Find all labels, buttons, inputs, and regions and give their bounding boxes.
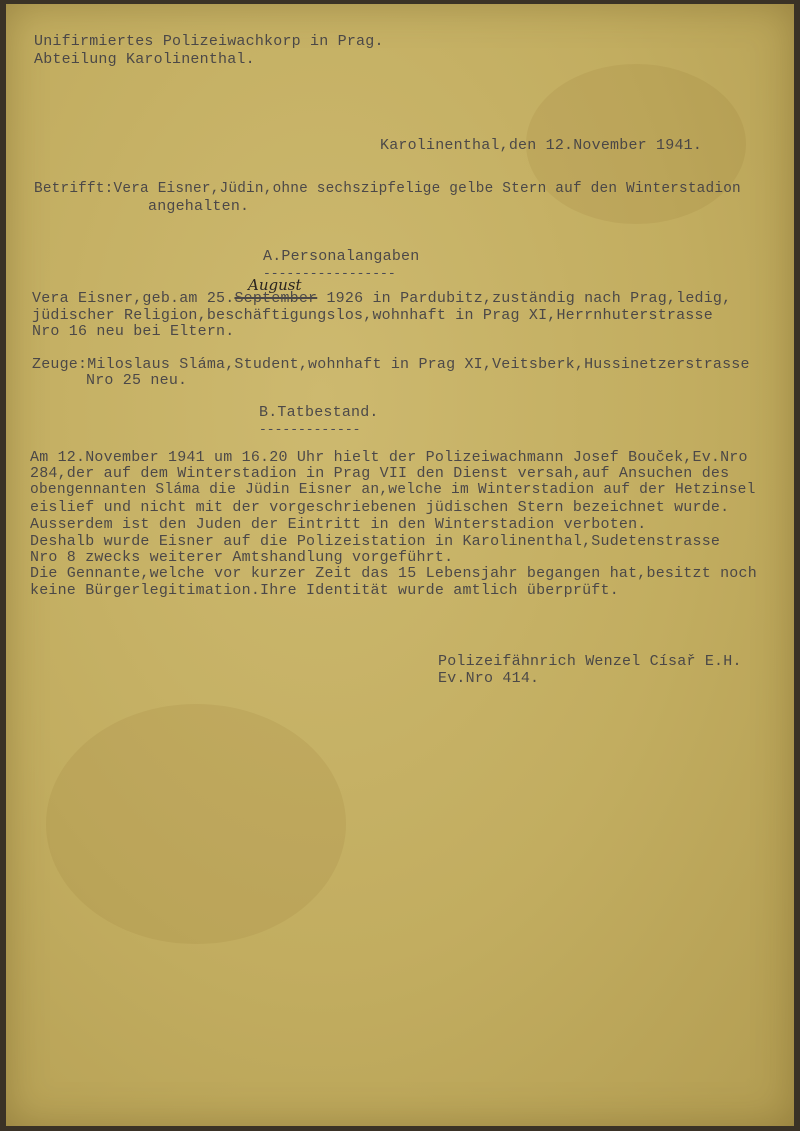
section-a-underline: ----------------- [263,266,396,281]
section-b-underline: ------------- [259,422,361,437]
facts-line: eislief und nicht mit der vorgeschriebenen jüdischen Stern bezeichnet wurde. [30,499,730,516]
facts-line: obengennanten Sláma die Jüdin Eisner an,welche im Winterstadion auf der Hetzinsel [30,482,756,498]
subject-line-2: angehalten. [148,198,250,215]
paper-stain [46,704,346,944]
dateline: Karolinenthal,den 12.November 1941. [380,137,703,154]
witness-line-2: Nro 25 neu. [86,372,188,389]
signature-line-2: Ev.Nro 414. [438,670,540,687]
facts-line: keine Bürgerlegitimation.Ihre Identität wurde amtlich überprüft. [30,582,619,599]
handwritten-correction: August [248,276,302,294]
subject-line-1: Betrifft:Vera Eisner,Jüdin,ohne sechszipfelige gelbe Stern auf den Winterstadion [34,181,741,197]
personal-line-2: jüdischer Religion,beschäftigungslos,wohnhaft in Prag XI,Herrnhuterstrasse [32,307,713,324]
section-b-title: B.Tatbestand. [259,404,379,421]
header-line-1: Unifirmiertes Polizeiwachkorp in Prag. [34,33,384,50]
facts-line: Am 12.November 1941 um 16.20 Uhr hielt der Polizeiwachmann Josef Bouček,Ev.Nro [30,449,748,466]
signature-line-1: Polizeifähnrich Wenzel Císař E.H. [438,653,742,670]
facts-line: Die Gennante,welche vor kurzer Zeit das 15 Lebensjahr begangen hat,besitzt noch [30,565,757,582]
facts-line: Ausserdem ist den Juden der Eintritt in den Winterstadion verboten. [30,516,647,533]
section-a-title: A.Personalangaben [263,248,420,265]
facts-line: Deshalb wurde Eisner auf die Polizeistation in Karolinenthal,Sudetenstrasse [30,533,721,550]
witness-line-1: Zeuge:Miloslaus Sláma,Student,wohnhaft in Prag XI,Veitsberk,Hussinetzerstrasse [32,356,750,373]
personal-line-1: Vera Eisner,geb.am 25.September 1926 in Pardubitz,zuständig nach Prag,ledig, [32,290,732,307]
struck-word: September [234,290,318,307]
document-page [6,4,794,1126]
facts-line: Nro 8 zwecks weiterer Amtshandlung vorgeführt. [30,549,454,566]
personal-line-3: Nro 16 neu bei Eltern. [32,323,235,340]
header-line-2: Abteilung Karolinenthal. [34,51,255,68]
facts-line: 284,der auf dem Winterstadion in Prag VII den Dienst versah,auf Ansuchen des [30,465,730,482]
